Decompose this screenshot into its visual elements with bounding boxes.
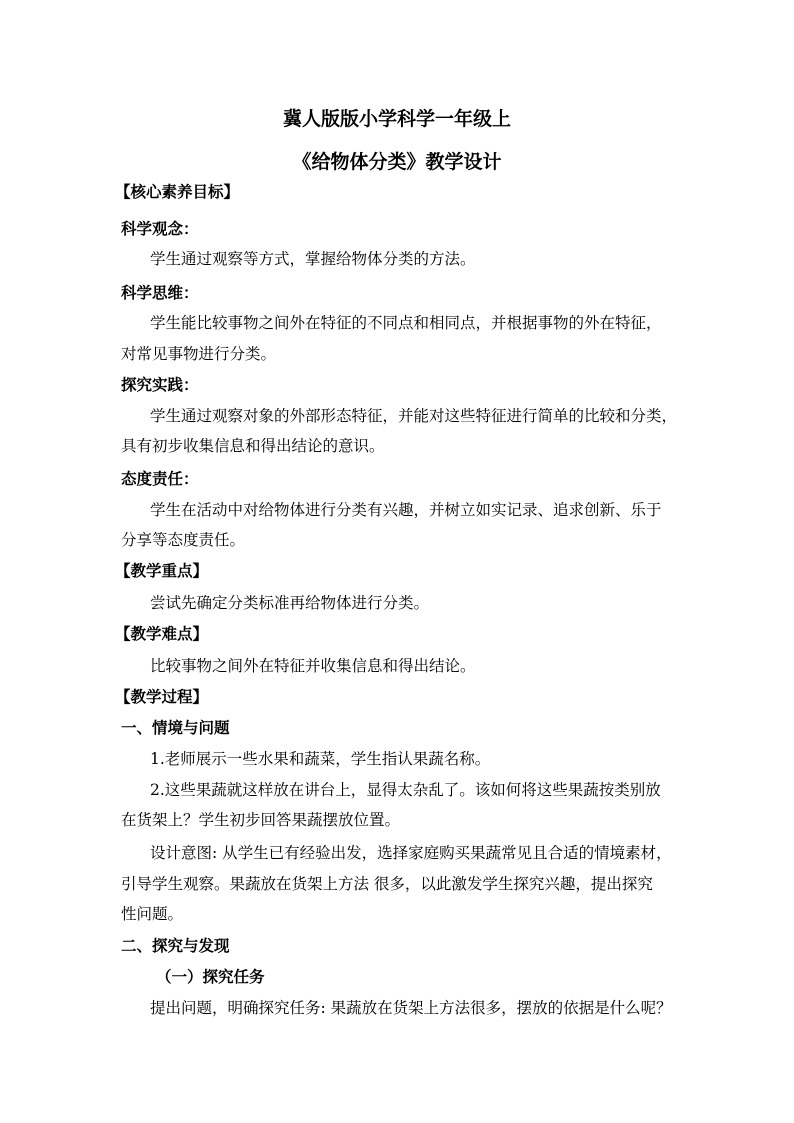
- design-intent-line-2: 引导学生观察。果蔬放在货架上方法 很多，以此激发学生探究兴趣，提出探究: [121, 875, 653, 893]
- inquiry-practice-text-line-1: 学生通过观察对象的外部形态特征，并能对这些特征进行简单的比较和分类，: [150, 407, 678, 425]
- process-heading: 【教学过程】: [115, 687, 209, 706]
- section-1-item-2-line-2: 在货架上？学生初步回答果蔬摆放位置。: [121, 811, 401, 829]
- section-2-heading: 二、探究与发现: [121, 936, 230, 955]
- section-1-item-1: 1.老师展示一些水果和蔬菜，学生指认果蔬名称。: [150, 750, 491, 768]
- document-title-line-2: 《给物体分类》教学设计: [292, 151, 502, 173]
- difficulty-heading: 【教学难点】: [115, 624, 209, 643]
- scientific-concept-label: 科学观念：: [121, 219, 199, 238]
- design-intent-line-1: 设计意图: 从学生已有经验出发，选择家庭购买果蔬常见且合适的情境素材，: [150, 844, 672, 862]
- scientific-thinking-text-line-1: 学生能比较事物之间外在特征的不同点和相同点，并根据事物的外在特征，: [150, 314, 662, 332]
- scientific-thinking-text-line-2: 对常见事物进行分类。: [121, 345, 277, 363]
- design-intent-line-3: 性问题。: [121, 905, 184, 923]
- inquiry-practice-text-line-2: 具有初步收集信息和得出结论的意识。: [121, 437, 385, 455]
- key-point-text: 尝试先确定分类标准再给物体进行分类。: [150, 594, 430, 612]
- attitude-text-line-1: 学生在活动中对给物体进行分类有兴趣，并树立如实记录、追求创新、乐于: [150, 501, 662, 519]
- scientific-thinking-label: 科学思维：: [121, 283, 199, 302]
- section-1-item-2-line-1: 2.这些果蔬就这样放在讲台上，显得太杂乱了。该如何将这些果蔬按类别放: [150, 781, 661, 799]
- key-point-heading: 【教学重点】: [115, 561, 209, 580]
- document-title-line-1: 冀人版版小学科学一年级上: [282, 108, 511, 130]
- subsection-1-heading: （一）探究任务: [156, 967, 265, 986]
- section-1-heading: 一、情境与问题: [121, 718, 230, 737]
- scientific-concept-text: 学生通过观察等方式，掌握给物体分类的方法。: [150, 250, 476, 268]
- difficulty-text: 比较事物之间外在特征并收集信息和得出结论。: [150, 657, 476, 675]
- inquiry-practice-label: 探究实践：: [121, 375, 199, 394]
- core-goals-heading: 【核心素养目标】: [115, 182, 240, 201]
- subsection-1-text: 提出问题，明确探究任务: 果蔬放在货架上方法很多，摆放的依据是什么呢？: [150, 999, 672, 1017]
- attitude-text-line-2: 分享等态度责任。: [121, 531, 246, 549]
- attitude-label: 态度责任：: [121, 469, 199, 488]
